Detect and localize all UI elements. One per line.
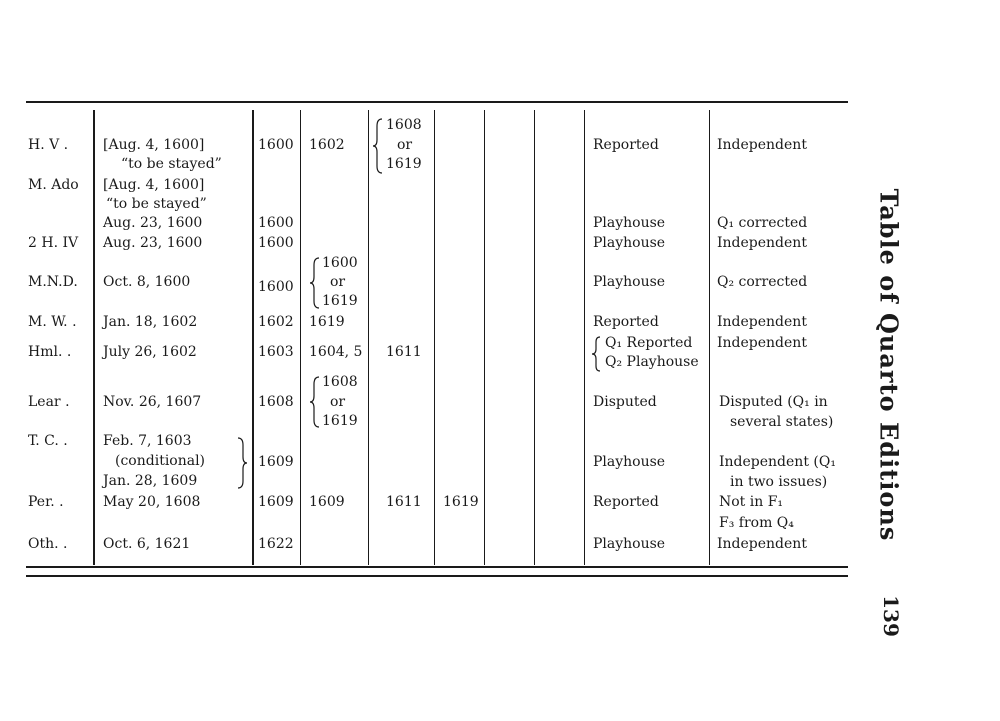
- folio-relation: Not in F₁: [719, 494, 784, 510]
- text-type: Disputed: [593, 394, 657, 410]
- play-name: 2 H. IV: [28, 235, 79, 251]
- entry-date: [Aug. 4, 1600]: [103, 137, 205, 153]
- folio-relation: F₃ from Q₄: [719, 515, 794, 531]
- entry-date: Feb. 7, 1603: [103, 433, 192, 449]
- play-name: M. W. .: [28, 314, 77, 330]
- play-name: M. Ado: [28, 177, 79, 193]
- q2-or: or: [330, 274, 346, 290]
- text-type: Reported: [593, 314, 659, 330]
- text-type: Q₁ Reported: [605, 335, 693, 351]
- q4-year: 1619: [443, 494, 479, 510]
- q2-year: 1609: [309, 494, 345, 510]
- brace-icon: [592, 336, 601, 372]
- text-type: Reported: [593, 494, 659, 510]
- folio-relation: Independent (Q₁: [719, 454, 836, 470]
- q1-year: 1609: [258, 454, 294, 470]
- q1-year: 1600: [258, 279, 294, 295]
- entry-date: Nov. 26, 1607: [103, 394, 202, 410]
- q1-year: 1609: [258, 494, 294, 510]
- running-title: [869, 188, 909, 542]
- q1-year: 1600: [258, 215, 294, 231]
- entry-date: “to be stayed”: [106, 196, 207, 212]
- folio-relation: Independent: [717, 137, 807, 153]
- folio-relation: Disputed (Q₁ in: [719, 394, 828, 410]
- column-rule: [484, 110, 485, 565]
- folio-relation: Independent: [717, 335, 807, 351]
- entry-date: May 20, 1608: [103, 494, 201, 510]
- entry-date: Jan. 28, 1609: [103, 473, 198, 489]
- play-name: Per. .: [28, 494, 64, 510]
- q2-year: 1602: [309, 137, 345, 153]
- column-rule: [368, 110, 369, 565]
- q2-or: or: [330, 394, 346, 410]
- q1-year: 1600: [258, 137, 294, 153]
- brace-icon: [310, 257, 320, 309]
- column-rule: [709, 110, 710, 565]
- bottom-rule-1: [26, 566, 848, 568]
- q1-year: 1602: [258, 314, 294, 330]
- text-type: Q₂ Playhouse: [605, 354, 699, 370]
- brace-icon: [373, 118, 383, 174]
- q1-year: 1603: [258, 344, 294, 360]
- q2-year: 1608: [322, 374, 358, 390]
- q2-year: 1600: [322, 255, 358, 271]
- folio-relation: Independent: [717, 235, 807, 251]
- folio-relation: in two issues): [730, 474, 828, 490]
- column-rule: [434, 110, 435, 565]
- q1-year: 1608: [258, 394, 294, 410]
- page-number: [876, 596, 906, 636]
- entry-date: Oct. 8, 1600: [103, 274, 191, 290]
- entry-date: “to be stayed”: [121, 156, 222, 172]
- text-type: Playhouse: [593, 274, 666, 290]
- play-name: H. V .: [28, 137, 69, 153]
- folio-relation: Independent: [717, 536, 807, 552]
- brace-icon: [310, 376, 320, 428]
- top-rule: [26, 101, 848, 103]
- folio-relation: Q₁ corrected: [717, 215, 808, 231]
- entry-date: Oct. 6, 1621: [103, 536, 191, 552]
- q2-year: 1619: [309, 314, 345, 330]
- text-type: Playhouse: [593, 235, 666, 251]
- text-type: Playhouse: [593, 215, 666, 231]
- column-rule: [300, 110, 301, 565]
- play-name: T. C. .: [28, 433, 68, 449]
- column-rule: [252, 110, 254, 565]
- folio-relation: several states): [730, 414, 834, 430]
- text-type: Reported: [593, 137, 659, 153]
- folio-relation: Q₂ corrected: [717, 274, 808, 290]
- entry-date: (conditional): [115, 453, 206, 469]
- text-type: Playhouse: [593, 536, 666, 552]
- page-number-text: 139: [879, 595, 903, 637]
- q2-year: 1619: [322, 293, 358, 309]
- q2-year: 1604, 5: [309, 344, 363, 360]
- q3-year: 1611: [386, 344, 422, 360]
- entry-date: July 26, 1602: [103, 344, 197, 360]
- q3-year: 1619: [386, 156, 422, 172]
- column-rule: [534, 110, 535, 565]
- entry-date: [Aug. 4, 1600]: [103, 177, 205, 193]
- play-name: M.N.D.: [28, 274, 78, 290]
- play-name: Lear .: [28, 394, 70, 410]
- q1-year: 1622: [258, 536, 294, 552]
- q1-year: 1600: [258, 235, 294, 251]
- entry-date: Jan. 18, 1602: [103, 314, 198, 330]
- q3-or: or: [397, 137, 413, 153]
- entry-date: Aug. 23, 1600: [103, 235, 203, 251]
- text-type: Playhouse: [593, 454, 666, 470]
- q3-year: 1611: [386, 494, 422, 510]
- q2-year: 1619: [322, 413, 358, 429]
- play-name: Oth. .: [28, 536, 68, 552]
- bottom-rule-2: [26, 575, 848, 577]
- q3-year: 1608: [386, 117, 422, 133]
- column-rule: [93, 110, 95, 565]
- folio-relation: Independent: [717, 314, 807, 330]
- column-rule: [584, 110, 585, 565]
- play-name: Hml. .: [28, 344, 72, 360]
- brace-icon: [237, 437, 247, 489]
- entry-date: Aug. 23, 1600: [103, 215, 203, 231]
- running-title-text: Table of Quarto Editions: [874, 188, 904, 542]
